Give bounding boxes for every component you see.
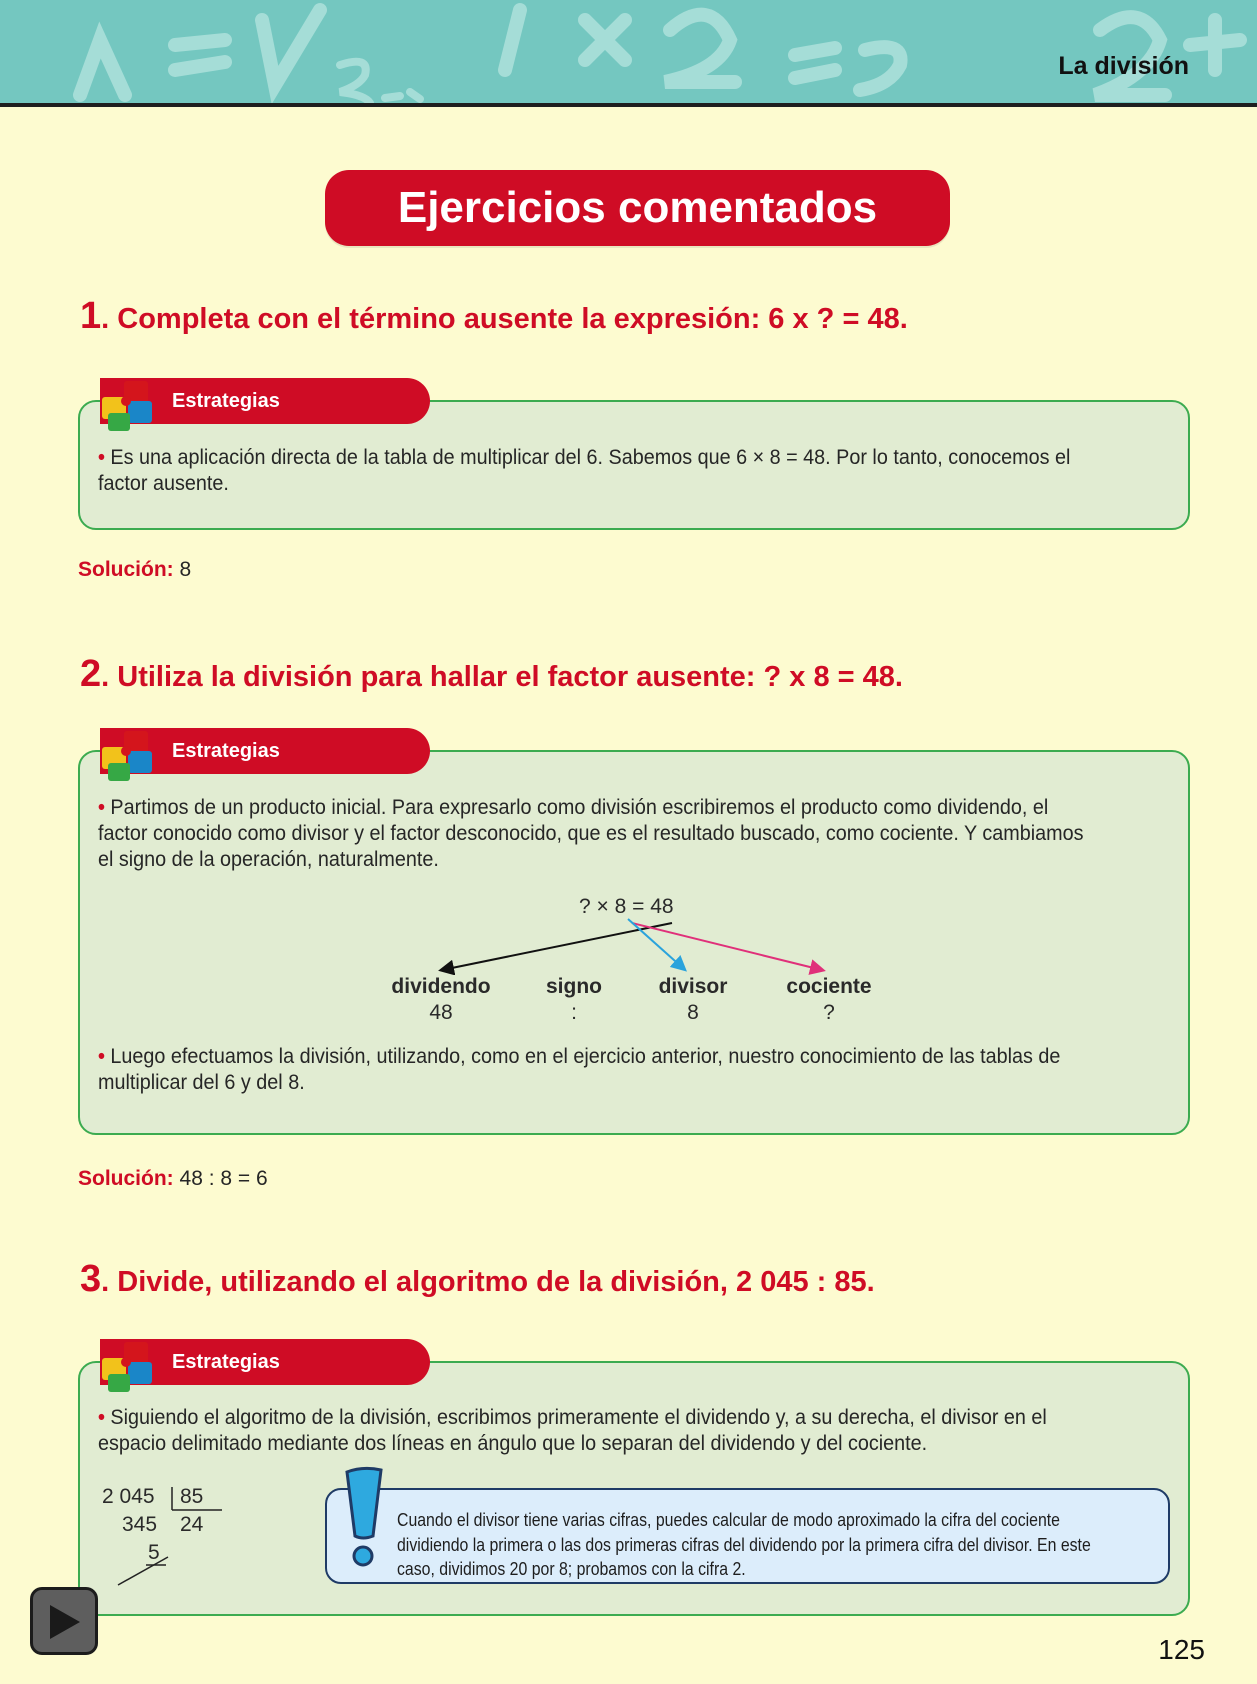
play-icon	[47, 1603, 83, 1641]
term-value: ?	[823, 1001, 835, 1024]
section-banner: Ejercicios comentados	[325, 170, 950, 246]
puzzle-icon	[98, 725, 164, 783]
exercise-number: 1	[80, 295, 102, 337]
solution-label: Solución:	[78, 1167, 174, 1190]
strategy-paragraph: • Es una aplicación directa de la tabla de multiplicar del 6. Sabemos que 6 × 8 = 48. Por lo tanto, conocemos el factor ausente.	[98, 445, 1071, 495]
strategy-paragraph: • Siguiendo el algoritmo de la división, escribimos primeramente el dividendo y, a su derecha, el divisor en el espacio delimitado mediante dos líneas en ángulo que lo separan del dividendo y del cociente.	[98, 1405, 1047, 1455]
chapter-title: La división	[1058, 52, 1189, 80]
tip-text: Cuando el divisor tiene varias cifras, puedes calcular de modo aproximado la cifra del cociente dividiendo la primera o las dos primeras cifras del dividendo por la primera cifra del divisor. En este caso, dividimos 20 por 8; probamos con la cifra 2.	[397, 1510, 1091, 1579]
exercise-2-title	[80, 653, 903, 696]
exercise-text: . Utiliza la división para hallar el factor ausente: ? x 8 = 48.	[101, 661, 903, 693]
strategy-paragraph: • Partimos de un producto inicial. Para expresarlo como división escribiremos el producto como dividendo, el factor conocido como divisor y el factor desconocido, que es el resultado buscado, como cociente. Y cambiamos el signo de la operación, naturalmente.	[98, 795, 1084, 871]
long-division-partial: 345	[122, 1513, 158, 1536]
arrow-to-dividendo	[442, 923, 672, 970]
solution-value: 8	[179, 558, 192, 581]
term-value: 8	[687, 1001, 699, 1024]
term-value: 48	[429, 1001, 453, 1024]
long-division-dividend: 2 045	[102, 1485, 155, 1508]
play-button[interactable]	[30, 1587, 98, 1655]
term-value: :	[571, 1001, 577, 1024]
header-band	[0, 0, 1257, 107]
division-terms-diagram	[370, 895, 900, 1035]
exclamation-icon	[341, 1466, 387, 1576]
long-division-quotient: 24	[180, 1513, 204, 1536]
term-label: divisor	[658, 975, 728, 998]
exercise-1-title	[80, 295, 908, 338]
diagram-equation: ? × 8 = 48	[579, 895, 674, 918]
solution-label: Solución:	[78, 558, 174, 581]
strategy-tab: Estrategias	[100, 378, 430, 424]
page-number: 125	[1158, 1634, 1205, 1665]
term-label: dividendo	[391, 975, 491, 998]
exercise-text: . Divide, utilizando el algoritmo de la división, 2 045 : 85.	[101, 1266, 875, 1298]
tip-box	[325, 1488, 1170, 1584]
long-division-divisor: 85	[180, 1485, 204, 1508]
arrow-to-cociente	[632, 923, 822, 970]
long-division-lines	[100, 1485, 240, 1605]
strategy-tab: Estrategias	[100, 1339, 430, 1385]
exercise-number: 3	[80, 1258, 102, 1300]
puzzle-icon	[98, 375, 164, 433]
strategy-tab: Estrategias	[100, 728, 430, 774]
exercise-3-title	[80, 1258, 875, 1301]
term-label: signo	[546, 975, 602, 998]
solution-value: 48 : 8 = 6	[179, 1167, 268, 1190]
exercise-text: . Completa con el término ausente la expresión: 6 x ? = 48.	[101, 303, 908, 335]
strategy-paragraph: • Luego efectuamos la división, utilizando, como en el ejercicio anterior, nuestro conocimiento de las tablas de multiplicar del 6 y del 8.	[98, 1044, 1061, 1094]
exercise-number: 2	[80, 653, 102, 695]
solution-1	[78, 558, 191, 582]
long-division-remainder: 5	[148, 1541, 160, 1564]
term-label: cociente	[786, 975, 872, 998]
puzzle-icon	[98, 1336, 164, 1394]
long-division	[100, 1485, 240, 1605]
solution-2	[78, 1167, 268, 1191]
